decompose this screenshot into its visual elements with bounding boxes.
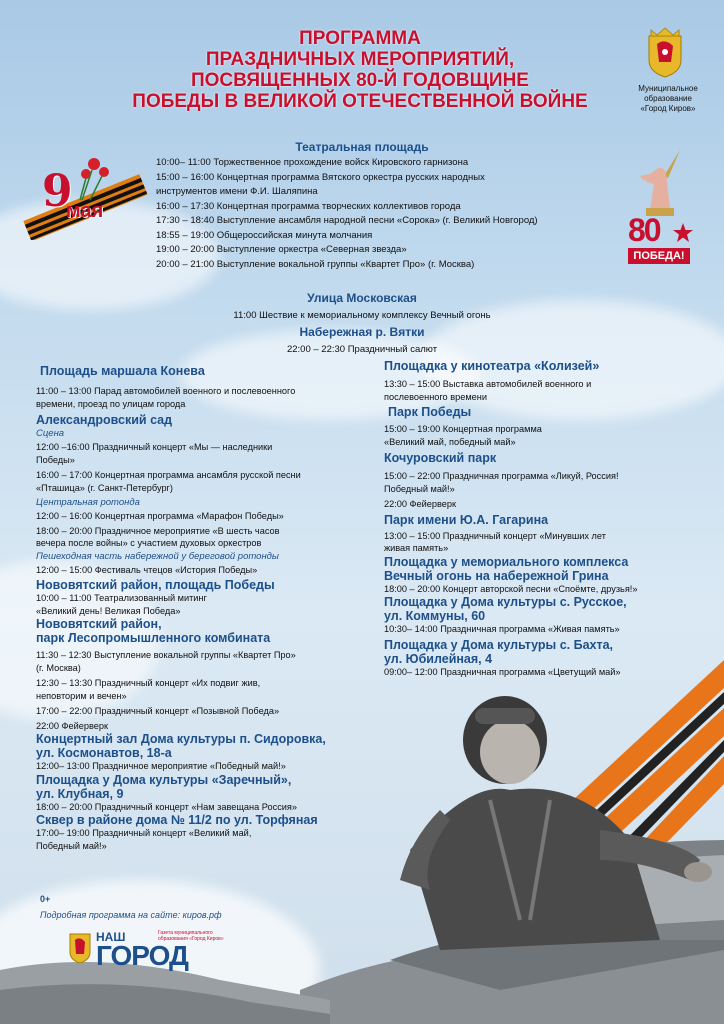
page-title	[70, 28, 650, 112]
venue-subheading: Сцена	[36, 428, 65, 439]
event-line: 20:00 – 21:00 Выступление вокальной группы «Квартет Про» (г. Москва)	[156, 258, 475, 270]
venue-heading: Нововятский район, площадь Победы	[36, 578, 275, 592]
event-line: 17:30 – 18:40 Выступление ансамбля народной песни «Сорока» (г. Великий Новгород)	[156, 215, 538, 226]
event-line: Победный май!»	[384, 483, 455, 494]
venue-heading: Кочуровский парк	[384, 451, 497, 465]
age-rating: 0+	[40, 894, 51, 904]
venue-heading: Площадь маршала Конева	[40, 364, 205, 378]
event-line: 12:00 –16:00 Праздничный концерт «Мы — наследники	[36, 442, 273, 452]
event-line: 17:00– 19:00 Праздничный концерт «Великий май,	[36, 828, 252, 838]
event-line: 09:00– 12:00 Праздничная программа «Цветущий май»	[384, 666, 621, 677]
venue-heading: ул. Клубная, 9	[36, 786, 124, 801]
event-line: 11:00 – 13:00 Парад автомобилей военного и послевоенного	[36, 386, 296, 396]
city-shield-icon	[68, 930, 92, 964]
star-icon	[672, 222, 694, 244]
venue-heading: Площадка у кинотеатра «Колизей»	[384, 359, 600, 373]
pobeda-number: 80	[628, 212, 660, 248]
venue-heading: ул. Юбилейная, 4	[384, 651, 493, 666]
website-note: Подробная программа на сайте: киров.рф	[40, 910, 222, 920]
event-line: 11:30 – 12:30 Выступление вокальной группы «Квартет Про»	[36, 650, 296, 660]
coat-of-arms-caption	[618, 84, 718, 114]
right-column	[384, 359, 684, 678]
event-line: 15:00 – 22:00 Праздничная программа «Ликуй, Россия!	[384, 471, 619, 481]
event-line: «Пташица» (г. Санкт-Петербург)	[36, 482, 173, 493]
event-line: 15:00 – 19:00 Концертная программа	[384, 424, 542, 434]
venue-heading: ул. Космонавтов, 18-а	[36, 746, 172, 760]
logo-gorod-text: ГОРОД	[96, 940, 188, 971]
venue-subheading: Центральная ротонда	[36, 497, 140, 508]
event-line: «Великий день! Великая Победа»	[36, 605, 181, 616]
event-line: 19:00 – 20:00 Выступление оркестра «Северная звезда»	[156, 244, 407, 255]
event-line: 16:00 – 17:30 Концертная программа творческих коллективов города	[156, 200, 461, 212]
venue-heading: Площадка у Дома культуры с. Бахта,	[384, 637, 614, 652]
event-line: Победы»	[36, 454, 75, 465]
event-line: 10:00– 11:00 Торжественное прохождение войск Кировского гарнизона	[156, 157, 469, 168]
event-line: 18:55 – 19:00 Общероссийская минута молчания	[156, 229, 373, 241]
venue-heading: Парк Победы	[388, 405, 472, 419]
pobeda-80-emblem	[620, 148, 700, 268]
venue-heading: парк Лесопромышленного комбината	[36, 631, 271, 645]
event-line: 11:00 Шествие к мемориальному комплексу Вечный огонь	[233, 310, 491, 321]
title-line: ПОСВЯЩЕННЫХ 80-Й ГОДОВЩИНЕ	[191, 70, 529, 91]
motherland-statue-icon	[620, 148, 700, 218]
event-line: времени, проезд по улицам города	[36, 398, 186, 409]
event-line: послевоенного времени	[384, 391, 487, 402]
event-line: инструментов имени Ф.И. Шаляпина	[156, 186, 318, 197]
venue-moskovskaya: Улица Московская	[307, 291, 417, 305]
may-9-word: мая	[66, 200, 104, 222]
title-line: ПРОГРАММА	[299, 28, 421, 49]
venue-heading: Концертный зал Дома культуры п. Сидоровка,	[36, 732, 326, 746]
venue-heading: Парк имени Ю.А. Гагарина	[384, 512, 549, 527]
event-line: неповторим и вечен»	[36, 690, 127, 701]
event-line: Победный май!»	[36, 840, 107, 851]
event-line: 13:30 – 15:00 Выставка автомобилей военного и	[384, 379, 592, 389]
event-line: 18:00 – 20:00 Праздничный концерт «Нам завещана Россия»	[36, 801, 298, 812]
coat-of-arms-icon	[645, 26, 685, 78]
event-line: (г. Москва)	[36, 662, 81, 673]
venue-heading: Нововятский район,	[36, 617, 162, 631]
event-line: 16:00 – 17:00 Концертная программа ансамбля русской песни	[36, 470, 301, 480]
event-line: 10:30– 14:00 Праздничная программа «Живая память»	[384, 624, 620, 634]
event-line: 15:00 – 16:00 Концертная программа Вятского оркестра русских народных	[156, 171, 485, 183]
venue-heading: Александровский сад	[36, 413, 173, 427]
caption-line: Муниципальное	[638, 84, 698, 93]
event-line: вечера после войны» с участием духовых оркестров	[36, 538, 262, 548]
event-line: 12:00– 13:00 Праздничное мероприятие «Победный май!»	[36, 761, 286, 771]
event-line: 22:00 Фейерверк	[384, 499, 457, 509]
venue-heading: ул. Коммуны, 60	[384, 609, 486, 623]
may-9-emblem	[22, 150, 152, 240]
event-line: 13:00 – 15:00 Праздничный концерт «Минувших лет	[384, 530, 606, 541]
pilot-photo-illustration	[300, 690, 724, 1024]
caption-line: образование	[644, 94, 692, 103]
nash-gorod-logo	[68, 928, 238, 972]
event-line: 17:00 – 22:00 Праздничный концерт «Позывной Победа»	[36, 706, 280, 716]
may-9-digit: 9	[42, 166, 73, 217]
venue-subheading: Пешеходная часть набережной у береговой ротонды	[36, 550, 279, 562]
venue-heading: Площадка у Дома культуры «Заречный»,	[36, 772, 292, 787]
event-line: «Великий май, победный май»	[384, 436, 516, 447]
venue-heading: Сквер в районе дома № 11/2 по ул. Торфяная	[36, 813, 318, 827]
venue-naberezhnaya: Набережная р. Вятки	[299, 325, 425, 339]
pobeda-word: ПОБЕДА!	[628, 248, 690, 264]
event-line: 22:00 Фейерверк	[36, 720, 109, 731]
teatr-events	[156, 156, 626, 272]
event-line: 22:00 – 22:30 Праздничный салют	[286, 344, 438, 355]
event-line: 12:00 – 16:00 Концертная программа «Марафон Победы»	[36, 511, 284, 521]
title-line: ПРАЗДНИЧНЫХ МЕРОПРИЯТИЙ,	[205, 49, 515, 70]
logo-tagline: Газета муниципального образования «Город Киров»	[158, 930, 224, 942]
event-line: 10:00 – 11:00 Театрализованный митинг	[36, 593, 207, 603]
venue-teatralnaya: Театральная площадь	[295, 140, 429, 154]
venue-heading: Площадка у мемориального комплекса	[384, 554, 629, 569]
caption-line: «Город Киров»	[640, 104, 696, 113]
title-line: ПОБЕДЫ В ВЕЛИКОЙ ОТЕЧЕСТВЕННОЙ ВОЙНЕ	[132, 91, 588, 112]
event-line: 18:00 – 20:00 Праздничное мероприятие «В шесть часов	[36, 525, 280, 536]
event-line: 12:30 – 13:30 Праздничный концерт «Их подвиг жив,	[36, 678, 261, 688]
event-line: 12:00 – 15:00 Фестиваль чтецов «История Победы»	[36, 564, 258, 575]
venue-heading: Площадка у Дома культуры с. Русское,	[384, 595, 627, 609]
event-line: 18:00 – 20:00 Концерт авторской песни «Споёмте, друзья!»	[384, 583, 638, 594]
venue-heading: Вечный огонь на набережной Грина	[384, 568, 609, 583]
logo-nash-text: НАШ	[96, 930, 126, 944]
event-line: живая память»	[384, 543, 449, 553]
